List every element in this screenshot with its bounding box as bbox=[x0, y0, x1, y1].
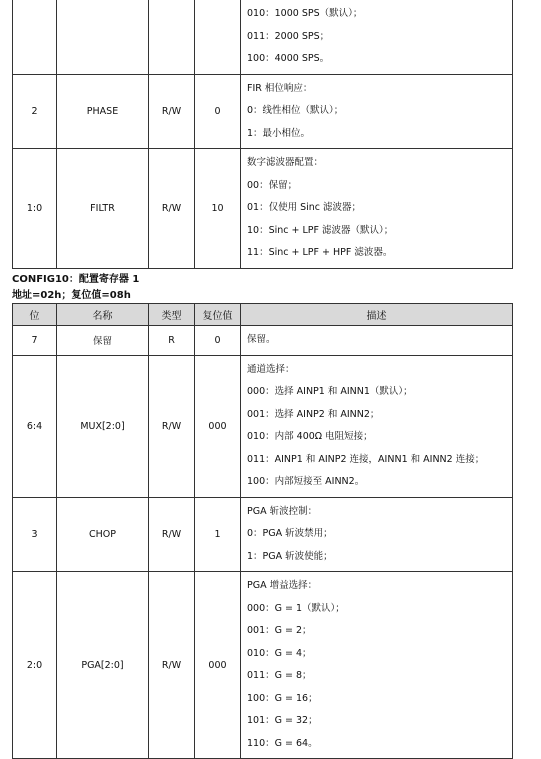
description-line: 000：选择 AINP1 和 AINN1（默认）； bbox=[247, 386, 413, 397]
description-line: 100：G = 16； bbox=[247, 692, 318, 704]
header-reset: 复位值 bbox=[195, 304, 241, 326]
header-type: 类型 bbox=[149, 304, 195, 326]
description-line: 0：PGA 斩波禁用； bbox=[247, 528, 333, 539]
description-line: 11：Sinc + LPF + HPF 滤波器。 bbox=[247, 247, 393, 258]
name-cell: FILTR bbox=[57, 149, 149, 269]
description-line: 010：1000 SPS（默认）； bbox=[247, 8, 363, 19]
description-line: 通道选择： bbox=[247, 363, 295, 375]
description-cell bbox=[241, 355, 513, 497]
description-line: 010：内部 400Ω 电阻短接； bbox=[247, 431, 373, 442]
type-cell: R/W bbox=[149, 355, 195, 497]
type-cell: R/W bbox=[149, 497, 195, 572]
table-row bbox=[13, 326, 513, 356]
register-table-continued bbox=[12, 0, 513, 269]
table-row bbox=[13, 74, 513, 149]
bit-cell bbox=[13, 0, 57, 74]
table-row bbox=[13, 355, 513, 497]
bit-cell: 6:4 bbox=[13, 355, 57, 497]
reset-cell: 1 bbox=[195, 497, 241, 572]
description-line: 100：4000 SPS。 bbox=[247, 53, 330, 64]
description-line: PGA 增益选择： bbox=[247, 580, 318, 591]
name-cell: PGA[2:0] bbox=[57, 572, 149, 759]
description-line: FIR 相位响应： bbox=[247, 82, 313, 94]
table-row bbox=[13, 497, 513, 572]
name-cell: 保留 bbox=[57, 326, 149, 356]
description-cell bbox=[241, 74, 513, 149]
register-table-config10 bbox=[12, 303, 513, 759]
name-cell: MUX[2:0] bbox=[57, 355, 149, 497]
reset-cell: 000 bbox=[195, 355, 241, 497]
description-line: 100：内部短接至 AINN2。 bbox=[247, 476, 365, 487]
description-cell bbox=[241, 326, 513, 356]
description-line: 011：G = 8； bbox=[247, 670, 312, 681]
description-cell bbox=[241, 0, 513, 74]
description-line: 110：G = 64。 bbox=[247, 737, 318, 749]
bit-cell: 3 bbox=[13, 497, 57, 572]
reset-cell: 0 bbox=[195, 326, 241, 356]
table-row bbox=[13, 149, 513, 269]
description-line: 保留。 bbox=[247, 334, 276, 345]
description-line: 数字滤波器配置： bbox=[247, 157, 324, 168]
register-address: 地址=02h；复位值=08h bbox=[12, 290, 131, 301]
table-row bbox=[13, 0, 513, 74]
description-line: 1：最小相位。 bbox=[247, 127, 311, 139]
register-title: CONFIG10：配置寄存器 1 bbox=[12, 274, 140, 285]
description-line: 001：G = 2； bbox=[247, 625, 312, 636]
table-row bbox=[13, 572, 513, 759]
description-line: 011：2000 SPS； bbox=[247, 30, 330, 42]
name-cell: PHASE bbox=[57, 74, 149, 149]
description-line: 0：线性相位（默认）； bbox=[247, 105, 344, 116]
description-line: 000：G = 1（默认）； bbox=[247, 602, 345, 614]
type-cell: R/W bbox=[149, 74, 195, 149]
description-line: 101：G = 32； bbox=[247, 715, 318, 726]
reset-cell bbox=[195, 0, 241, 74]
description-line: 010：G = 4； bbox=[247, 647, 312, 659]
header-bit: 位 bbox=[13, 304, 57, 326]
bit-cell: 1:0 bbox=[13, 149, 57, 269]
bit-cell: 2 bbox=[13, 74, 57, 149]
header-description: 描述 bbox=[241, 304, 513, 326]
description-line: 10：Sinc + LPF 滤波器（默认）； bbox=[247, 224, 394, 236]
description-cell bbox=[241, 149, 513, 269]
description-line: PGA 斩波控制： bbox=[247, 505, 318, 517]
description-cell bbox=[241, 497, 513, 572]
type-cell: R bbox=[149, 326, 195, 356]
description-line: 1：PGA 斩波使能； bbox=[247, 550, 333, 562]
reset-cell: 000 bbox=[195, 572, 241, 759]
name-cell: CHOP bbox=[57, 497, 149, 572]
description-cell bbox=[241, 572, 513, 759]
description-line: 011：AINP1 和 AINP2 连接，AINN1 和 AINN2 连接； bbox=[247, 453, 485, 465]
bit-cell: 7 bbox=[13, 326, 57, 356]
description-line: 01：仅使用 Sinc 滤波器； bbox=[247, 202, 362, 213]
type-cell bbox=[149, 0, 195, 74]
table-header-row bbox=[13, 304, 513, 326]
description-line: 00：保留； bbox=[247, 179, 298, 191]
reset-cell: 0 bbox=[195, 74, 241, 149]
header-name: 名称 bbox=[57, 304, 149, 326]
description-line: 001：选择 AINP2 和 AINN2； bbox=[247, 408, 380, 420]
bit-cell: 2:0 bbox=[13, 572, 57, 759]
type-cell: R/W bbox=[149, 572, 195, 759]
reset-cell: 10 bbox=[195, 149, 241, 269]
name-cell bbox=[57, 0, 149, 74]
type-cell: R/W bbox=[149, 149, 195, 269]
